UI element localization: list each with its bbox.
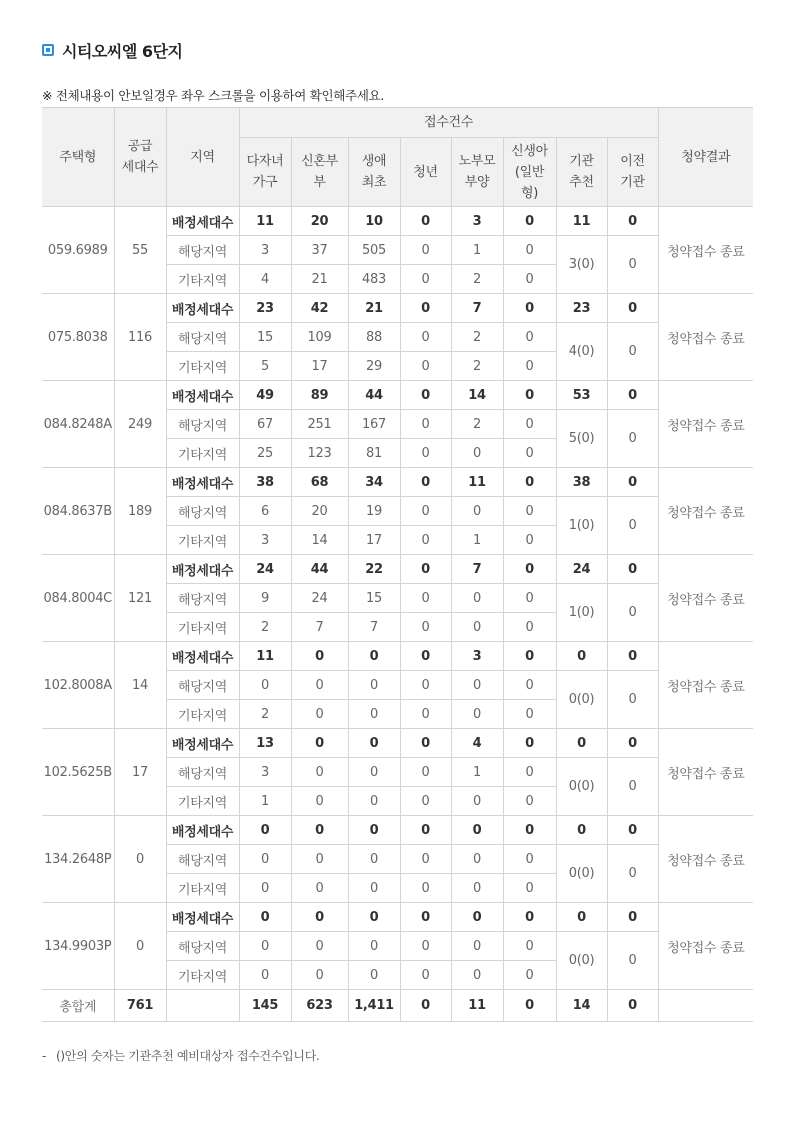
table-row <box>42 381 753 410</box>
region-label-cell: 해당지역 <box>166 236 239 265</box>
value-cell: 0 <box>503 265 556 294</box>
value-cell: 3 <box>239 526 291 555</box>
supply-cell: 17 <box>114 729 166 816</box>
value-cell: 0 <box>348 729 400 758</box>
scroll-notice: ※ 전체내용이 안보일경우 좌우 스크롤을 이용하여 확인해주세요. <box>42 88 385 103</box>
previous-inst-count-cell: 0 <box>607 671 658 729</box>
value-cell: 0 <box>400 323 451 352</box>
total-value-cell: 11 <box>451 990 503 1022</box>
table-row <box>42 207 753 236</box>
table-row <box>42 468 753 497</box>
result-cell: 청약접수 종료 <box>658 816 753 903</box>
value-cell: 0 <box>239 845 291 874</box>
region-label-cell: 해당지역 <box>166 497 239 526</box>
institution-alloc-cell: 0 <box>556 816 607 845</box>
value-cell: 0 <box>348 845 400 874</box>
value-cell: 0 <box>503 729 556 758</box>
value-cell: 0 <box>503 932 556 961</box>
housing-type-cell: 102.8008A <box>42 642 114 729</box>
total-result-empty-cell <box>658 990 753 1022</box>
previous-inst-count-cell: 0 <box>607 236 658 294</box>
value-cell: 11 <box>239 642 291 671</box>
institution-count-cell: 1(0) <box>556 497 607 555</box>
value-cell: 483 <box>348 265 400 294</box>
header-col-7: 이전 기관 <box>607 138 658 207</box>
value-cell: 0 <box>503 816 556 845</box>
value-cell: 17 <box>291 352 348 381</box>
value-cell: 0 <box>503 584 556 613</box>
value-cell: 0 <box>503 874 556 903</box>
total-supply-cell: 761 <box>114 990 166 1022</box>
value-cell: 0 <box>503 671 556 700</box>
value-cell: 0 <box>400 671 451 700</box>
region-label-cell: 해당지역 <box>166 584 239 613</box>
header-col-5: 신생아 (일반 형) <box>503 138 556 207</box>
value-cell: 3 <box>239 758 291 787</box>
value-cell: 44 <box>291 555 348 584</box>
institution-alloc-cell: 11 <box>556 207 607 236</box>
previous-inst-alloc-cell: 0 <box>607 555 658 584</box>
total-value-cell: 0 <box>607 990 658 1022</box>
region-label-cell: 배정세대수 <box>166 555 239 584</box>
value-cell: 0 <box>400 381 451 410</box>
header-region: 지역 <box>166 108 239 207</box>
value-cell: 24 <box>239 555 291 584</box>
region-label-cell: 기타지역 <box>166 700 239 729</box>
value-cell: 0 <box>291 932 348 961</box>
region-label-cell: 배정세대수 <box>166 381 239 410</box>
region-label-cell: 기타지역 <box>166 265 239 294</box>
value-cell: 0 <box>348 642 400 671</box>
subscription-results-table <box>42 107 753 1022</box>
value-cell: 0 <box>503 294 556 323</box>
region-label-cell: 해당지역 <box>166 932 239 961</box>
value-cell: 11 <box>451 468 503 497</box>
table-row <box>42 294 753 323</box>
value-cell: 0 <box>503 787 556 816</box>
value-cell: 0 <box>348 671 400 700</box>
table-row <box>42 816 753 845</box>
value-cell: 0 <box>400 642 451 671</box>
region-label-cell: 해당지역 <box>166 410 239 439</box>
header-col-0: 다자녀 가구 <box>239 138 291 207</box>
value-cell: 23 <box>239 294 291 323</box>
institution-count-cell: 4(0) <box>556 323 607 381</box>
previous-inst-alloc-cell: 0 <box>607 207 658 236</box>
value-cell: 0 <box>348 787 400 816</box>
total-value-cell: 1,411 <box>348 990 400 1022</box>
value-cell: 123 <box>291 439 348 468</box>
region-label-cell: 해당지역 <box>166 671 239 700</box>
institution-count-cell: 5(0) <box>556 410 607 468</box>
value-cell: 251 <box>291 410 348 439</box>
value-cell: 3 <box>239 236 291 265</box>
supply-cell: 55 <box>114 207 166 294</box>
value-cell: 0 <box>400 439 451 468</box>
value-cell: 13 <box>239 729 291 758</box>
previous-inst-alloc-cell: 0 <box>607 468 658 497</box>
value-cell: 505 <box>348 236 400 265</box>
value-cell: 4 <box>239 265 291 294</box>
value-cell: 1 <box>451 758 503 787</box>
value-cell: 0 <box>503 758 556 787</box>
value-cell: 0 <box>400 265 451 294</box>
value-cell: 0 <box>348 816 400 845</box>
result-cell: 청약접수 종료 <box>658 903 753 990</box>
result-cell: 청약접수 종료 <box>658 381 753 468</box>
table-header <box>42 108 753 207</box>
region-label-cell: 해당지역 <box>166 323 239 352</box>
housing-type-cell: 134.2648P <box>42 816 114 903</box>
table-row <box>42 555 753 584</box>
value-cell: 0 <box>348 700 400 729</box>
page-title-text: 시티오씨엘 6단지 <box>62 41 183 61</box>
value-cell: 0 <box>503 439 556 468</box>
value-cell: 19 <box>348 497 400 526</box>
value-cell: 7 <box>451 294 503 323</box>
value-cell: 0 <box>503 555 556 584</box>
previous-inst-count-cell: 0 <box>607 497 658 555</box>
value-cell: 0 <box>291 787 348 816</box>
value-cell: 0 <box>400 700 451 729</box>
region-label-cell: 기타지역 <box>166 439 239 468</box>
result-cell: 청약접수 종료 <box>658 729 753 816</box>
value-cell: 3 <box>451 207 503 236</box>
region-label-cell: 해당지역 <box>166 845 239 874</box>
previous-inst-count-cell: 0 <box>607 410 658 468</box>
total-value-cell: 0 <box>503 990 556 1022</box>
value-cell: 0 <box>239 961 291 990</box>
region-label-cell: 배정세대수 <box>166 468 239 497</box>
institution-alloc-cell: 38 <box>556 468 607 497</box>
previous-inst-alloc-cell: 0 <box>607 816 658 845</box>
value-cell: 0 <box>400 874 451 903</box>
square-bullet-icon <box>42 44 54 56</box>
result-cell: 청약접수 종료 <box>658 468 753 555</box>
value-cell: 3 <box>451 642 503 671</box>
total-empty-cell <box>166 990 239 1022</box>
value-cell: 0 <box>503 352 556 381</box>
value-cell: 44 <box>348 381 400 410</box>
institution-count-cell: 3(0) <box>556 236 607 294</box>
value-cell: 0 <box>503 613 556 642</box>
total-value-cell: 145 <box>239 990 291 1022</box>
header-col-3: 청년 <box>400 138 451 207</box>
value-cell: 2 <box>451 265 503 294</box>
value-cell: 0 <box>503 468 556 497</box>
region-label-cell: 기타지역 <box>166 613 239 642</box>
footnote-text: ()안의 숫자는 기관추천 예비대상자 접수건수입니다. <box>56 1049 320 1063</box>
value-cell: 0 <box>503 381 556 410</box>
value-cell: 0 <box>400 584 451 613</box>
institution-alloc-cell: 23 <box>556 294 607 323</box>
header-col-1: 신혼부 부 <box>291 138 348 207</box>
value-cell: 21 <box>348 294 400 323</box>
previous-inst-alloc-cell: 0 <box>607 729 658 758</box>
value-cell: 0 <box>239 816 291 845</box>
previous-inst-alloc-cell: 0 <box>607 642 658 671</box>
result-cell: 청약접수 종료 <box>658 207 753 294</box>
value-cell: 0 <box>239 874 291 903</box>
previous-inst-count-cell: 0 <box>607 584 658 642</box>
value-cell: 0 <box>400 932 451 961</box>
housing-type-cell: 059.6989 <box>42 207 114 294</box>
value-cell: 0 <box>400 352 451 381</box>
value-cell: 88 <box>348 323 400 352</box>
footnote-dash: - <box>42 1049 47 1063</box>
value-cell: 0 <box>400 236 451 265</box>
institution-count-cell: 0(0) <box>556 932 607 990</box>
table-row <box>42 642 753 671</box>
value-cell: 0 <box>503 497 556 526</box>
table-row <box>42 729 753 758</box>
supply-cell: 249 <box>114 381 166 468</box>
housing-type-cell: 102.5625B <box>42 729 114 816</box>
value-cell: 14 <box>291 526 348 555</box>
value-cell: 0 <box>348 903 400 932</box>
region-label-cell: 배정세대수 <box>166 729 239 758</box>
value-cell: 0 <box>451 439 503 468</box>
value-cell: 0 <box>451 584 503 613</box>
header-applications: 접수건수 <box>239 108 658 138</box>
value-cell: 14 <box>451 381 503 410</box>
value-cell: 0 <box>451 932 503 961</box>
value-cell: 0 <box>400 497 451 526</box>
table-body <box>42 207 753 1022</box>
value-cell: 0 <box>239 903 291 932</box>
supply-cell: 116 <box>114 294 166 381</box>
value-cell: 0 <box>291 758 348 787</box>
value-cell: 9 <box>239 584 291 613</box>
value-cell: 1 <box>451 236 503 265</box>
value-cell: 21 <box>291 265 348 294</box>
value-cell: 0 <box>348 961 400 990</box>
value-cell: 0 <box>503 700 556 729</box>
value-cell: 0 <box>291 874 348 903</box>
value-cell: 10 <box>348 207 400 236</box>
value-cell: 0 <box>400 294 451 323</box>
housing-type-cell: 075.8038 <box>42 294 114 381</box>
supply-cell: 0 <box>114 816 166 903</box>
total-value-cell: 0 <box>400 990 451 1022</box>
header-col-2: 생애 최초 <box>348 138 400 207</box>
value-cell: 0 <box>291 845 348 874</box>
region-label-cell: 기타지역 <box>166 874 239 903</box>
institution-count-cell: 0(0) <box>556 758 607 816</box>
value-cell: 0 <box>400 729 451 758</box>
value-cell: 0 <box>503 526 556 555</box>
total-value-cell: 623 <box>291 990 348 1022</box>
housing-type-cell: 084.8248A <box>42 381 114 468</box>
value-cell: 29 <box>348 352 400 381</box>
value-cell: 7 <box>451 555 503 584</box>
value-cell: 0 <box>400 758 451 787</box>
housing-type-cell: 084.8637B <box>42 468 114 555</box>
value-cell: 0 <box>451 874 503 903</box>
value-cell: 0 <box>348 874 400 903</box>
supply-cell: 189 <box>114 468 166 555</box>
value-cell: 24 <box>291 584 348 613</box>
region-label-cell: 해당지역 <box>166 758 239 787</box>
value-cell: 109 <box>291 323 348 352</box>
value-cell: 1 <box>451 526 503 555</box>
value-cell: 20 <box>291 207 348 236</box>
value-cell: 0 <box>503 845 556 874</box>
page-title <box>42 38 182 62</box>
value-cell: 0 <box>400 526 451 555</box>
value-cell: 7 <box>348 613 400 642</box>
value-cell: 0 <box>451 497 503 526</box>
value-cell: 0 <box>291 903 348 932</box>
value-cell: 0 <box>291 642 348 671</box>
value-cell: 11 <box>239 207 291 236</box>
institution-alloc-cell: 0 <box>556 903 607 932</box>
header-supply: 공급 세대수 <box>114 108 166 207</box>
result-cell: 청약접수 종료 <box>658 642 753 729</box>
value-cell: 0 <box>400 410 451 439</box>
region-label-cell: 기타지역 <box>166 352 239 381</box>
value-cell: 0 <box>291 700 348 729</box>
institution-alloc-cell: 0 <box>556 729 607 758</box>
value-cell: 2 <box>239 700 291 729</box>
value-cell: 68 <box>291 468 348 497</box>
previous-inst-count-cell: 0 <box>607 323 658 381</box>
value-cell: 0 <box>451 961 503 990</box>
previous-inst-alloc-cell: 0 <box>607 903 658 932</box>
value-cell: 0 <box>503 961 556 990</box>
value-cell: 0 <box>503 642 556 671</box>
supply-cell: 121 <box>114 555 166 642</box>
table-row <box>42 903 753 932</box>
value-cell: 38 <box>239 468 291 497</box>
institution-count-cell: 0(0) <box>556 845 607 903</box>
value-cell: 37 <box>291 236 348 265</box>
result-cell: 청약접수 종료 <box>658 555 753 642</box>
value-cell: 6 <box>239 497 291 526</box>
supply-cell: 0 <box>114 903 166 990</box>
region-label-cell: 배정세대수 <box>166 294 239 323</box>
value-cell: 81 <box>348 439 400 468</box>
value-cell: 0 <box>400 207 451 236</box>
previous-inst-alloc-cell: 0 <box>607 294 658 323</box>
value-cell: 0 <box>451 671 503 700</box>
value-cell: 2 <box>451 323 503 352</box>
header-result: 청약결과 <box>658 108 753 207</box>
value-cell: 0 <box>291 961 348 990</box>
value-cell: 0 <box>291 729 348 758</box>
value-cell: 7 <box>291 613 348 642</box>
value-cell: 25 <box>239 439 291 468</box>
region-label-cell: 배정세대수 <box>166 207 239 236</box>
institution-alloc-cell: 24 <box>556 555 607 584</box>
value-cell: 34 <box>348 468 400 497</box>
value-cell: 2 <box>451 352 503 381</box>
value-cell: 0 <box>400 816 451 845</box>
previous-inst-count-cell: 0 <box>607 845 658 903</box>
value-cell: 0 <box>400 787 451 816</box>
previous-inst-count-cell: 0 <box>607 758 658 816</box>
value-cell: 0 <box>503 236 556 265</box>
value-cell: 0 <box>291 816 348 845</box>
value-cell: 0 <box>348 758 400 787</box>
value-cell: 5 <box>239 352 291 381</box>
header-col-4: 노부모 부양 <box>451 138 503 207</box>
value-cell: 167 <box>348 410 400 439</box>
value-cell: 0 <box>451 700 503 729</box>
institution-count-cell: 1(0) <box>556 584 607 642</box>
value-cell: 0 <box>348 932 400 961</box>
header-housing-type: 주택형 <box>42 108 114 207</box>
value-cell: 0 <box>451 903 503 932</box>
value-cell: 0 <box>503 903 556 932</box>
total-value-cell: 14 <box>556 990 607 1022</box>
total-label-cell: 총합계 <box>42 990 114 1022</box>
result-cell: 청약접수 종료 <box>658 294 753 381</box>
value-cell: 0 <box>503 410 556 439</box>
supply-cell: 14 <box>114 642 166 729</box>
value-cell: 0 <box>400 961 451 990</box>
previous-inst-count-cell: 0 <box>607 932 658 990</box>
footnote <box>42 1047 320 1064</box>
region-label-cell: 기타지역 <box>166 526 239 555</box>
value-cell: 15 <box>239 323 291 352</box>
institution-alloc-cell: 53 <box>556 381 607 410</box>
region-label-cell: 배정세대수 <box>166 903 239 932</box>
value-cell: 67 <box>239 410 291 439</box>
value-cell: 0 <box>451 845 503 874</box>
value-cell: 2 <box>239 613 291 642</box>
region-label-cell: 배정세대수 <box>166 816 239 845</box>
value-cell: 22 <box>348 555 400 584</box>
region-label-cell: 배정세대수 <box>166 642 239 671</box>
value-cell: 0 <box>239 671 291 700</box>
value-cell: 0 <box>400 903 451 932</box>
value-cell: 49 <box>239 381 291 410</box>
value-cell: 0 <box>451 816 503 845</box>
total-row <box>42 990 753 1022</box>
value-cell: 0 <box>400 613 451 642</box>
value-cell: 0 <box>451 787 503 816</box>
value-cell: 1 <box>239 787 291 816</box>
value-cell: 0 <box>503 207 556 236</box>
region-label-cell: 기타지역 <box>166 961 239 990</box>
value-cell: 17 <box>348 526 400 555</box>
value-cell: 0 <box>400 555 451 584</box>
previous-inst-alloc-cell: 0 <box>607 381 658 410</box>
housing-type-cell: 084.8004C <box>42 555 114 642</box>
region-label-cell: 기타지역 <box>166 787 239 816</box>
value-cell: 2 <box>451 410 503 439</box>
value-cell: 15 <box>348 584 400 613</box>
value-cell: 0 <box>239 932 291 961</box>
value-cell: 4 <box>451 729 503 758</box>
value-cell: 89 <box>291 381 348 410</box>
value-cell: 42 <box>291 294 348 323</box>
value-cell: 0 <box>503 323 556 352</box>
header-col-6: 기관 추천 <box>556 138 607 207</box>
value-cell: 20 <box>291 497 348 526</box>
value-cell: 0 <box>400 468 451 497</box>
value-cell: 0 <box>451 613 503 642</box>
housing-type-cell: 134.9903P <box>42 903 114 990</box>
institution-count-cell: 0(0) <box>556 671 607 729</box>
value-cell: 0 <box>291 671 348 700</box>
value-cell: 0 <box>400 845 451 874</box>
institution-alloc-cell: 0 <box>556 642 607 671</box>
